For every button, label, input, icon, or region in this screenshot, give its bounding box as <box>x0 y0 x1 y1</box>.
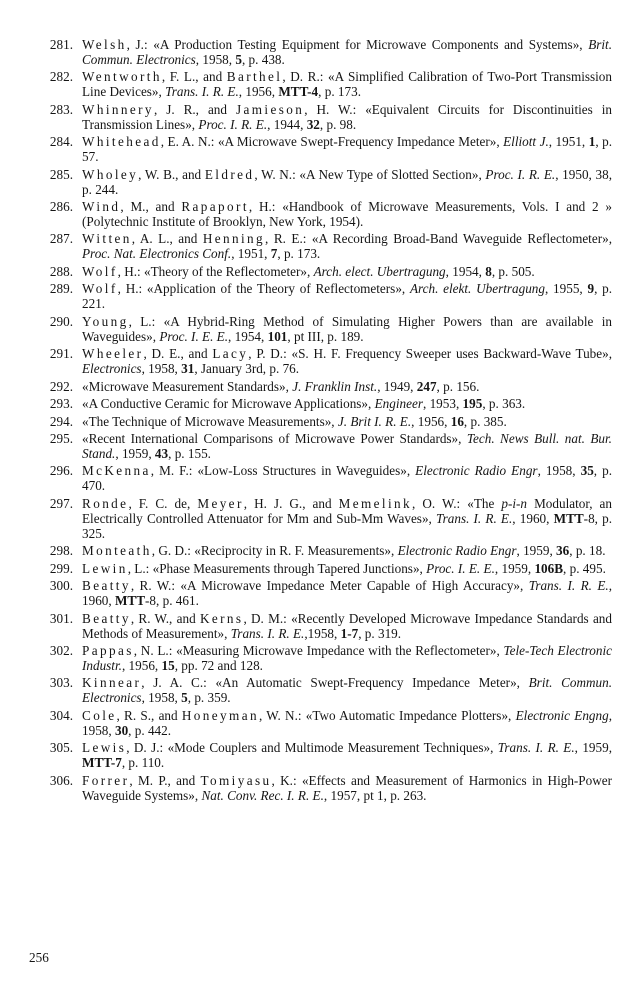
citation-text: , 1959, <box>574 740 613 756</box>
volume-number: 31 <box>181 361 195 377</box>
journal-title: J. Brit I. R. E. <box>337 413 412 429</box>
citation-text: , 1953, <box>422 396 463 412</box>
volume-number: 9 <box>587 281 595 297</box>
author-name: Lacy <box>212 346 249 362</box>
citation-text: , H.: «Handbook of Microwave Measurements, Vols. I and 2 » (Polytechnic Institute of Brooklyn, New York, 1954). <box>82 199 612 229</box>
reference-number: 297. <box>49 495 73 511</box>
citation-text: , H.: «Application of the Theory of Reflectometers», <box>117 281 410 297</box>
author-name: Whitehead <box>82 134 161 150</box>
citation-text: , 1958, <box>141 690 182 706</box>
reference-entry <box>28 168 612 198</box>
citation-text: , p. 319. <box>358 625 402 641</box>
citation-text: , 1960, <box>82 578 612 609</box>
reference-entry <box>28 103 612 133</box>
reference-entry <box>28 282 612 312</box>
citation-text: , H. J. G., and <box>243 495 339 511</box>
author-name: Eldred <box>204 166 255 182</box>
reference-entry <box>28 397 612 412</box>
author-name: Young <box>82 313 129 329</box>
reference-number: 304. <box>49 707 73 723</box>
reference-entry <box>28 380 612 395</box>
citation-text: «Microwave Measurement Standards», <box>82 378 293 394</box>
citation-text: Modulator, an Electrically Controlled Attenuator for Mm and Sub-Mm Waves», <box>82 495 612 526</box>
reference-text <box>82 562 612 577</box>
volume-number: 5 <box>181 690 188 706</box>
author-name: Jamieson <box>235 101 305 117</box>
journal-title: Arch. elect. Ubertragung <box>313 263 446 279</box>
reference-text <box>82 709 612 739</box>
citation-text: , D. E., and <box>143 346 213 362</box>
reference-number: 306. <box>49 772 73 788</box>
reference-number: 303. <box>49 675 73 691</box>
volume-number: 16 <box>450 413 464 429</box>
volume-number: 36 <box>556 543 570 559</box>
citation-text: , 1951, <box>231 246 271 262</box>
reference-entry <box>28 200 612 230</box>
author-name: Wolf <box>82 263 118 279</box>
reference-entry <box>28 135 612 165</box>
volume-number: MTT <box>553 510 584 526</box>
citation-text: , p. 363. <box>482 396 526 412</box>
author-name: Honeyman <box>181 707 259 723</box>
citation-text: , M. F.: «Low-Loss Structures in Waveguides», <box>150 463 416 479</box>
reference-number: 284. <box>49 134 73 150</box>
journal-title: Electronic Radio Engr <box>415 463 538 479</box>
citation-text: , M. P., and <box>129 772 201 788</box>
journal-title: Proc. I. E. E. <box>159 328 229 344</box>
journal-title: Proc. I. R. E. <box>198 116 268 132</box>
citation-text: , p. 442. <box>128 722 172 738</box>
reference-number: 283. <box>49 101 73 117</box>
citation-text: , A. L., and <box>131 231 203 247</box>
citation-text: , O. W.: «The <box>412 495 502 511</box>
reference-text <box>82 415 612 430</box>
citation-text: , 1959, <box>516 543 557 559</box>
author-name: Ronde <box>82 495 129 511</box>
journal-title: Tele-Tech Electronic Industr. <box>82 643 612 673</box>
reference-entry <box>28 70 612 100</box>
citation-text: , p. 359. <box>187 690 231 706</box>
citation-text: , L.: «Phase Measurements through Tapered Junctions», <box>127 560 427 576</box>
citation-text: , N. L.: «Measuring Microwave Impedance with the Reflectometer», <box>133 643 504 658</box>
reference-entry <box>28 709 612 739</box>
citation-text: , D. J.: «Mode Couplers and Multimode Measurement Techniques», <box>126 740 498 756</box>
reference-number: 296. <box>49 463 73 479</box>
citation-text: , 1954, <box>445 263 486 279</box>
journal-title: Arch. elekt. Ubertragung <box>409 281 545 297</box>
reference-number: 302. <box>49 643 73 658</box>
reference-text <box>82 380 612 395</box>
author-name: Wentworth <box>82 69 162 85</box>
citation-text: , 1955, <box>544 281 588 297</box>
reference-entry <box>28 38 612 68</box>
author-name: Witten <box>82 231 132 247</box>
citation-text: , January 3rd, p. 76. <box>194 361 300 377</box>
citation-text: , 1959, <box>115 445 155 461</box>
journal-title: Trans. I. R. E. <box>165 84 239 100</box>
citation-text: , R. E.: «A Recording Broad-Band Waveguide Reflectometer», <box>265 231 612 247</box>
reference-text <box>82 544 612 559</box>
reference-number: 293. <box>49 396 73 412</box>
volume-number: 7 <box>270 246 278 262</box>
author-name: Whinnery <box>82 101 154 117</box>
reference-text <box>82 70 612 100</box>
author-name: Wholey <box>82 166 139 182</box>
citation-text: , F. L., and <box>161 69 227 85</box>
citation-text: , D. R.: «A Simplified Calibration of Two-Port Transmission Line Devices», <box>82 69 612 100</box>
reference-text <box>82 397 612 412</box>
citation-text: , pp. 72 and 128. <box>174 657 263 673</box>
reference-entry <box>28 562 612 577</box>
volume-number: 15 <box>161 657 175 673</box>
journal-title: Trans. I. R. E. <box>497 740 575 756</box>
author-name: Wheeler <box>82 346 144 362</box>
citation-text: , 1956, <box>238 84 279 100</box>
citation-text: , L.: «A Hybrid-Ring Method of Simulating Higher Powers than are available in Waveguides», <box>82 313 612 344</box>
citation-text: , p. 173. <box>318 84 361 100</box>
citation-text: , 1950, 38, p. 244. <box>82 166 612 197</box>
citation-text: , p. 156. <box>436 378 480 394</box>
volume-number: 1-7 <box>340 625 359 641</box>
volume-number: MTT <box>114 593 146 609</box>
reference-text <box>82 38 612 68</box>
citation-text: , W. B., and <box>138 166 205 182</box>
reference-text <box>82 497 612 542</box>
citation-text: , 1958, <box>82 707 613 738</box>
reference-number: 292. <box>49 378 73 394</box>
reference-entry <box>28 544 612 559</box>
author-name: Barthel <box>226 69 283 85</box>
author-name: Beatty <box>82 610 131 626</box>
citation-text: , 1954, <box>228 328 268 344</box>
reference-text <box>82 135 612 165</box>
journal-title: Trans. I. R. E. <box>528 578 609 594</box>
journal-title: J. Franklin Inst. <box>292 378 378 394</box>
citation-text: «A Conductive Ceramic for Microwave Applications», <box>82 396 375 412</box>
reference-number: 300. <box>49 578 73 594</box>
reference-entry <box>28 774 612 804</box>
citation-text: , R. W., and <box>130 610 200 626</box>
journal-title: Nat. Conv. Rec. I. R. E. <box>201 787 324 803</box>
citation-text: -8, p. 325. <box>82 510 613 541</box>
reference-entry <box>28 644 612 674</box>
author-name: Kerns <box>199 610 244 626</box>
journal-title: Tech. News Bull. nat. Bur. Stand. <box>82 431 612 461</box>
author-name: Henning <box>202 231 266 247</box>
citation-text: , 1957, pt 1, p. 263. <box>323 787 427 803</box>
reference-text <box>82 103 612 133</box>
journal-title: Brit. Commun. Electronics <box>82 37 612 67</box>
reference-entry <box>28 265 612 280</box>
reference-entry <box>28 415 612 430</box>
author-name: Monteath <box>82 543 152 559</box>
citation-text: , 1958, <box>537 463 581 479</box>
journal-title: Electronic Radio Engr <box>397 543 517 559</box>
citation-text: , H.: «Theory of the Reflectometer», <box>117 263 314 279</box>
reference-text <box>82 265 612 280</box>
journal-title: Trans. I. R. E. <box>230 625 305 641</box>
volume-number: 30 <box>114 722 129 738</box>
author-name: Kinnear <box>82 675 142 691</box>
author-name: Pappas <box>82 643 134 658</box>
citation-text: , 1944, <box>267 116 307 132</box>
reference-text <box>82 315 612 345</box>
reference-number: 295. <box>49 431 73 447</box>
reference-number: 294. <box>49 413 73 429</box>
reference-text <box>82 464 612 494</box>
citation-text: , 1958, <box>141 361 182 377</box>
citation-text: , pt III, p. 189. <box>287 328 364 344</box>
reference-text <box>82 741 612 771</box>
citation-text: , P. D.: «S. H. F. Frequency Sweeper uses Backward-Wave Tube», <box>248 346 613 362</box>
author-name: Lewin <box>82 560 128 576</box>
author-name: Forrer <box>82 772 130 788</box>
author-name: Welsh <box>82 37 127 52</box>
reference-number: 298. <box>49 543 73 559</box>
reference-number: 286. <box>49 199 73 215</box>
reference-entry <box>28 741 612 771</box>
reference-text <box>82 168 612 198</box>
author-name: Meyer <box>197 495 244 511</box>
journal-title: Proc. I. R. E. <box>485 166 556 182</box>
citation-text: , J. A. C.: «An Automatic Swept-Frequency Impedance Meter», <box>141 675 529 691</box>
volume-number: 1 <box>588 134 596 150</box>
citation-text: , 1956, <box>411 413 451 429</box>
journal-title: Proc. Nat. Electronics Conf. <box>82 246 232 262</box>
author-name: Wolf <box>82 281 118 297</box>
citation-text: , 1959, <box>494 560 535 576</box>
author-name: McKenna <box>82 463 151 479</box>
reference-number: 290. <box>49 313 73 329</box>
journal-title: Electronic Engng <box>515 707 609 723</box>
reference-entry <box>28 612 612 642</box>
reference-text <box>82 282 612 312</box>
journal-title: Elliott J. <box>503 134 549 150</box>
journal-title: Electronics <box>82 361 142 377</box>
reference-text <box>82 579 612 609</box>
reference-entry <box>28 497 612 542</box>
volume-number: 247 <box>416 378 437 394</box>
reference-number: 285. <box>49 166 73 182</box>
volume-number: MTT-7 <box>82 755 122 771</box>
citation-text: «Recent International Comparisons of Microwave Power Standards», <box>82 431 467 447</box>
reference-text <box>82 232 612 262</box>
reference-text <box>82 612 612 642</box>
citation-text: , 1949, <box>377 378 417 394</box>
author-name: Tomiyasu <box>200 772 272 788</box>
citation-text: , W. N.: «Two Automatic Impedance Plotters», <box>258 707 516 723</box>
reference-number: 282. <box>49 69 73 85</box>
volume-number: 101 <box>267 328 288 344</box>
citation-text: , J. R., and <box>153 101 236 117</box>
citation-text: , p. 18. <box>569 543 606 559</box>
volume-number: 8 <box>485 263 492 279</box>
volume-number: 43 <box>154 445 169 461</box>
author-name: Lewis <box>82 740 127 756</box>
reference-entry <box>28 432 612 462</box>
citation-text: , p. 57. <box>82 134 612 165</box>
citation-text: , W. N.: «A New Type of Slotted Section», <box>254 166 486 182</box>
citation-text: , G. D.: «Reciprocity in R. F. Measurements», <box>151 543 398 559</box>
author-name: Cole <box>82 707 117 723</box>
citation-text: , p. 438. <box>241 51 285 67</box>
citation-text: , p. 385. <box>463 413 507 429</box>
citation-text: , 1958, <box>195 51 236 67</box>
author-name: Rapaport <box>181 199 249 215</box>
journal-title: p-i-n <box>501 495 528 511</box>
volume-number: 5 <box>235 51 242 67</box>
citation-text: , p. 173. <box>277 246 321 262</box>
citation-text: , p. 470. <box>82 463 613 494</box>
reference-number: 301. <box>49 610 73 626</box>
citation-text: , M., and <box>120 199 182 215</box>
reference-number: 299. <box>49 560 73 576</box>
citation-text: , p. 221. <box>82 281 613 312</box>
volume-number: MTT-4 <box>278 84 319 100</box>
page-number: 256 <box>29 950 49 965</box>
reference-text <box>82 774 612 804</box>
citation-text: , 1960, <box>512 510 554 526</box>
citation-text: , J.: «A Production Testing Equipment for Microwave Components and Systems», <box>126 37 589 52</box>
citation-text: , p. 110. <box>121 755 165 771</box>
citation-text: , p. 495. <box>563 560 606 576</box>
reference-text <box>82 200 612 230</box>
reference-entry <box>28 315 612 345</box>
reference-number: 288. <box>49 263 73 279</box>
reference-entry <box>28 676 612 706</box>
reference-entry <box>28 464 612 494</box>
journal-title: Brit. Commun. Electronics <box>82 675 613 706</box>
reference-number: 289. <box>49 281 73 297</box>
volume-number: 106B <box>534 560 564 576</box>
citation-text: -8, p. 461. <box>145 593 199 609</box>
journal-title: Trans. I. R. E. <box>436 510 513 526</box>
journal-title: Proc. I. E. E. <box>426 560 495 576</box>
citation-text: , K.: «Effects and Measurement of Harmonics in High-Power Waveguide Systems», <box>82 772 613 803</box>
citation-text: , p. 155. <box>168 445 211 461</box>
reference-text <box>82 347 612 377</box>
citation-text: , 1956, <box>121 657 162 673</box>
reference-text <box>82 676 612 706</box>
reference-number: 287. <box>49 231 73 247</box>
reference-entry <box>28 579 612 609</box>
author-name: Memelink <box>338 495 413 511</box>
journal-title: Engineer <box>374 396 423 412</box>
author-name: Wind <box>82 199 121 215</box>
reference-entry <box>28 232 612 262</box>
reference-number: 291. <box>49 346 73 362</box>
citation-text: , E. A. N.: «A Microwave Swept-Frequency Impedance Meter», <box>160 134 504 150</box>
citation-text: «The Technique of Microwave Measurements», <box>82 413 338 429</box>
citation-text: , R. S., and <box>116 707 182 723</box>
citation-text: , p. 98. <box>319 116 357 132</box>
citation-text: , R. W.: «A Microwave Impedance Meter Capable of High Accuracy», <box>130 578 529 594</box>
author-name: Beatty <box>82 578 131 594</box>
volume-number: 32 <box>306 116 320 132</box>
citation-text: , F. C. de, <box>128 495 198 511</box>
reference-text <box>82 432 612 462</box>
citation-text: , p. 505. <box>491 263 535 279</box>
reference-list <box>28 38 612 806</box>
reference-number: 305. <box>49 740 73 756</box>
reference-text <box>82 644 612 674</box>
citation-text: , 1951, <box>548 134 589 150</box>
citation-text: , D. M.: «Recently Developed Microwave Impedance Standards and Methods of Measurement», <box>82 610 612 641</box>
reference-number: 281. <box>49 37 73 52</box>
citation-text: ,1958, <box>304 625 341 641</box>
volume-number: 195 <box>462 396 483 412</box>
citation-text: , H. W.: «Equivalent Circuits for Discontinuities in Transmission Lines», <box>82 101 613 132</box>
volume-number: 35 <box>580 463 594 479</box>
reference-entry <box>28 347 612 377</box>
